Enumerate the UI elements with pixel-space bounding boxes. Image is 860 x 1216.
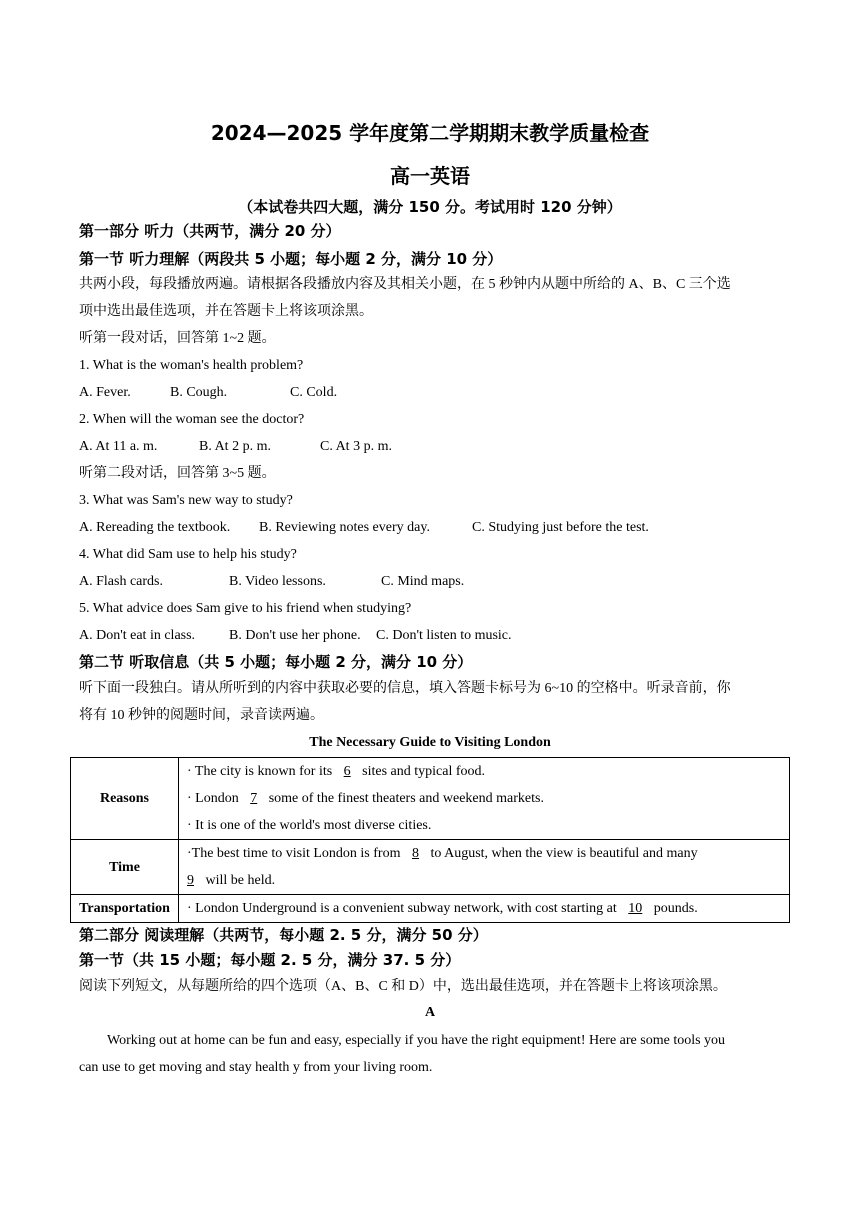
q5-option-a: A. Don't eat in class.	[79, 628, 196, 643]
reasons-line-2	[187, 785, 781, 812]
time-line-2	[187, 867, 781, 894]
reasons-line-1	[187, 758, 781, 785]
question-3: 3. What was Sam's new way to study?	[79, 493, 293, 508]
blank-9: 9	[187, 873, 194, 888]
passage-label: A	[424, 1005, 436, 1020]
conversation2-instruction: 听第二段对话，回答第 3~5 题。	[79, 466, 276, 481]
transportation-cell	[179, 895, 790, 923]
reasons-label: Reasons	[71, 758, 179, 840]
exam-title: 2024—2025 学年度第二学期期末教学质量检查	[210, 121, 650, 145]
blank-8: 8	[411, 846, 419, 861]
reasons-line-3: · It is one of the world's most diverse cities.	[187, 818, 432, 833]
part1-section2-heading: 第二节 听取信息（共 5 小题；每小题 2 分，满分 10 分）	[79, 653, 473, 671]
blank-7: 7	[250, 791, 258, 806]
time-cell	[179, 840, 790, 895]
blank-10: 10	[628, 901, 643, 916]
table-row-time	[71, 840, 790, 895]
text: · London Underground is a convenient subway network, with cost starting at	[187, 901, 621, 916]
part2-heading: 第二部分 阅读理解（共两节，每小题 2. 5 分，满分 50 分）	[79, 926, 488, 944]
reasons-cell	[179, 758, 790, 840]
q4-option-a: A. Flash cards.	[79, 574, 163, 589]
q4-option-c: C. Mind maps.	[381, 574, 465, 589]
london-guide-table	[70, 757, 790, 923]
transportation-label: Transportation	[71, 895, 179, 923]
part1-section1-heading: 第一节 听力理解（两段共 5 小题；每小题 2 分，满分 10 分）	[79, 250, 503, 268]
q1-option-b: B. Cough.	[170, 385, 228, 400]
passage-line-2: can use to get moving and stay health y from your living room.	[79, 1060, 433, 1075]
question-1: 1. What is the woman's health problem?	[79, 358, 304, 373]
blank-6: 6	[343, 764, 351, 779]
table-row-reasons	[71, 758, 790, 840]
text: to August, when the view is beautiful and many	[426, 846, 698, 861]
part2-instructions: 阅读下列短文，从每题所给的四个选项（A、B、C 和 D）中，选出最佳选项，并在答题卡上将该项涂黑。	[79, 979, 727, 994]
q4-option-b: B. Video lessons.	[229, 574, 326, 589]
text: will be held.	[202, 873, 276, 888]
part1-heading: 第一部分 听力（共两节，满分 20 分）	[79, 222, 341, 240]
q2-option-c: C. At 3 p. m.	[320, 439, 392, 454]
q5-option-c: C. Don't listen to music.	[376, 628, 512, 643]
question-2: 2. When will the woman see the doctor?	[79, 412, 305, 427]
text: · London	[187, 791, 243, 806]
q1-option-c: C. Cold.	[290, 385, 338, 400]
q3-option-a: A. Rereading the textbook.	[79, 520, 231, 535]
transportation-line-1	[187, 895, 781, 922]
part2-section1-heading: 第一节（共 15 小题；每小题 2. 5 分，满分 37. 5 分）	[79, 951, 461, 969]
time-label: Time	[71, 840, 179, 895]
time-line-1	[187, 840, 781, 867]
table-title: The Necessary Guide to Visiting London	[309, 735, 551, 750]
subject-title: 高一英语	[390, 164, 470, 188]
text: ·The best time to visit London is from	[187, 846, 404, 861]
question-5: 5. What advice does Sam give to his friend when studying?	[79, 601, 412, 616]
conversation1-instruction: 听第一段对话，回答第 1~2 题。	[79, 331, 276, 346]
exam-note: （本试卷共四大题，满分 150 分。考试用时 120 分钟）	[238, 198, 622, 216]
section2-instructions-line2: 将有 10 秒钟的阅题时间，录音读两遍。	[79, 708, 324, 723]
table-row-transportation	[71, 895, 790, 923]
section2-instructions-line1: 听下面一段独白。请从所听到的内容中获取必要的信息，填入答题卡标号为 6~10 的空格中。听录音前，你	[79, 681, 731, 696]
q2-option-b: B. At 2 p. m.	[199, 439, 271, 454]
q2-option-a: A. At 11 a. m.	[79, 439, 158, 454]
q3-option-c: C. Studying just before the test.	[472, 520, 649, 535]
text: pounds.	[650, 901, 698, 916]
question-4: 4. What did Sam use to help his study?	[79, 547, 297, 562]
q1-option-a: A. Fever.	[79, 385, 131, 400]
section1-instructions-line1: 共两小段，每段播放两遍。请根据各段播放内容及其相关小题，在 5 秒钟内从题中所给的 A、B、C 三个选	[79, 277, 731, 292]
passage-line-1: Working out at home can be fun and easy, especially if you have the right equipment! Here are some tools you	[107, 1033, 726, 1048]
text: sites and typical food.	[358, 764, 486, 779]
section1-instructions-line2: 项中选出最佳选项，并在答题卡上将该项涂黑。	[79, 304, 373, 319]
q5-option-b: B. Don't use her phone.	[229, 628, 361, 643]
text: some of the finest theaters and weekend markets.	[265, 791, 544, 806]
q3-option-b: B. Reviewing notes every day.	[259, 520, 430, 535]
text: · The city is known for its	[187, 764, 336, 779]
